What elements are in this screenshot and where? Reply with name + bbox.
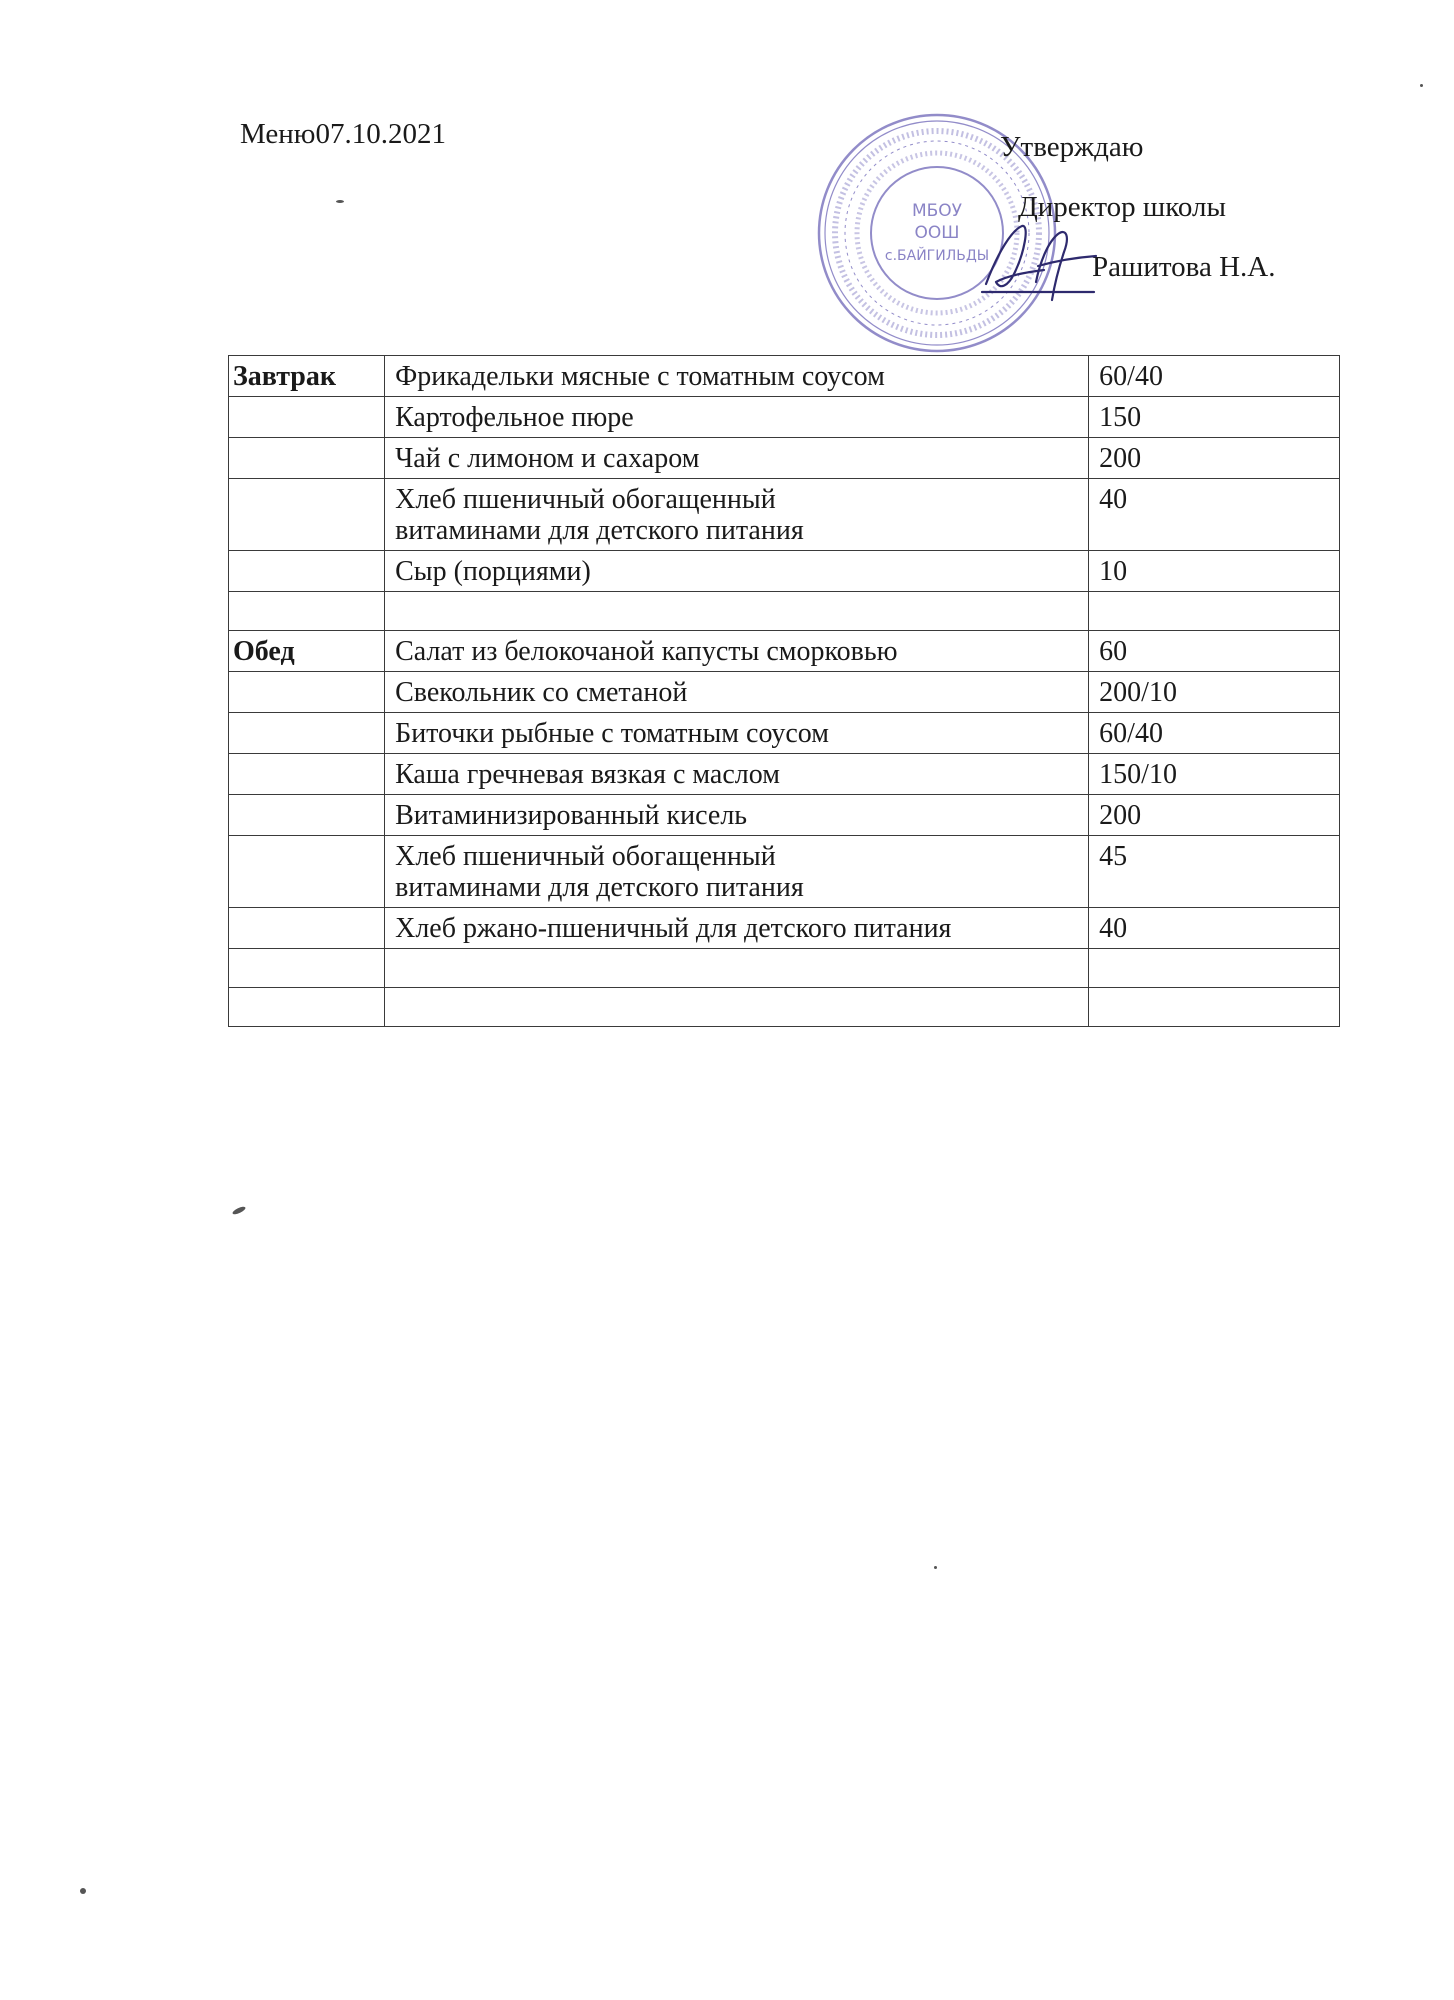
portion-cell: 200/10 <box>1089 672 1340 713</box>
stamp-center-line-3: с.БАЙГИЛЬДЫ <box>884 248 990 264</box>
portion-cell <box>1089 949 1340 988</box>
dish-cell: Каша гречневая вязкая с маслом <box>385 754 1089 795</box>
scan-speck <box>1420 84 1423 87</box>
table-row <box>229 592 1340 631</box>
portion-cell: 200 <box>1089 438 1340 479</box>
portion-cell <box>1089 988 1340 1027</box>
portion-cell: 60/40 <box>1089 713 1340 754</box>
portion-cell: 60/40 <box>1089 356 1340 397</box>
dish-cell: Витаминизированный кисель <box>385 795 1089 836</box>
portion-cell: 200 <box>1089 795 1340 836</box>
meal-cell <box>229 551 385 592</box>
portion-cell: 40 <box>1089 908 1340 949</box>
portion-cell <box>1089 592 1340 631</box>
table-row <box>229 988 1340 1027</box>
dish-cell: Свекольник со сметаной <box>385 672 1089 713</box>
meal-cell <box>229 908 385 949</box>
meal-cell <box>229 795 385 836</box>
portion-cell: 150 <box>1089 397 1340 438</box>
dish-cell: Хлеб пшеничный обогащенный витаминами для детского питания <box>385 479 1089 551</box>
stamp-center-line-2: ООШ <box>914 223 960 243</box>
meal-cell <box>229 397 385 438</box>
table-row <box>229 908 1340 949</box>
dish-cell: Биточки рыбные с томатным соусом <box>385 713 1089 754</box>
table-row <box>229 713 1340 754</box>
meal-cell <box>229 754 385 795</box>
dish-cell: Картофельное пюре <box>385 397 1089 438</box>
table-row <box>229 836 1340 908</box>
dish-cell: Хлеб ржано-пшеничный для детского питания <box>385 908 1089 949</box>
dish-cell: Сыр (порциями) <box>385 551 1089 592</box>
table-row <box>229 356 1340 397</box>
meal-cell <box>229 836 385 908</box>
table-row <box>229 754 1340 795</box>
scan-speck <box>336 200 344 203</box>
portion-cell: 10 <box>1089 551 1340 592</box>
portion-cell: 60 <box>1089 631 1340 672</box>
meal-cell <box>229 949 385 988</box>
table-row <box>229 397 1340 438</box>
dish-cell: Салат из белокочаной капусты сморковью <box>385 631 1089 672</box>
table-row <box>229 949 1340 988</box>
table-row <box>229 631 1340 672</box>
scan-speck <box>934 1566 937 1569</box>
meal-cell <box>229 592 385 631</box>
meal-cell <box>229 672 385 713</box>
dish-cell: Хлеб пшеничный обогащенный витаминами для детского питания <box>385 836 1089 908</box>
stamp-center-line-1: МБОУ <box>911 201 963 221</box>
dish-cell: Фрикадельки мясные с томатным соусом <box>385 356 1089 397</box>
meal-cell: Завтрак <box>229 356 385 397</box>
table-row <box>229 551 1340 592</box>
meal-cell <box>229 988 385 1027</box>
portion-cell: 150/10 <box>1089 754 1340 795</box>
table-row <box>229 795 1340 836</box>
meal-cell <box>229 438 385 479</box>
director-signature <box>978 212 1102 302</box>
dish-cell <box>385 949 1089 988</box>
scan-speck <box>232 1205 247 1215</box>
table-row <box>229 479 1340 551</box>
approve-heading: Утверждаю <box>1000 131 1144 163</box>
menu-title: Меню07.10.2021 <box>240 118 446 150</box>
meal-cell: Обед <box>229 631 385 672</box>
menu-table <box>228 355 1340 1027</box>
dish-cell <box>385 592 1089 631</box>
portion-cell: 40 <box>1089 479 1340 551</box>
dish-cell <box>385 988 1089 1027</box>
scan-speck <box>80 1888 86 1894</box>
portion-cell: 45 <box>1089 836 1340 908</box>
meal-cell <box>229 479 385 551</box>
director-name: Рашитова Н.А. <box>1092 251 1276 283</box>
dish-cell: Чай с лимоном и сахаром <box>385 438 1089 479</box>
meal-cell <box>229 713 385 754</box>
table-row <box>229 438 1340 479</box>
table-row <box>229 672 1340 713</box>
director-title: Директор школы <box>1018 191 1226 223</box>
